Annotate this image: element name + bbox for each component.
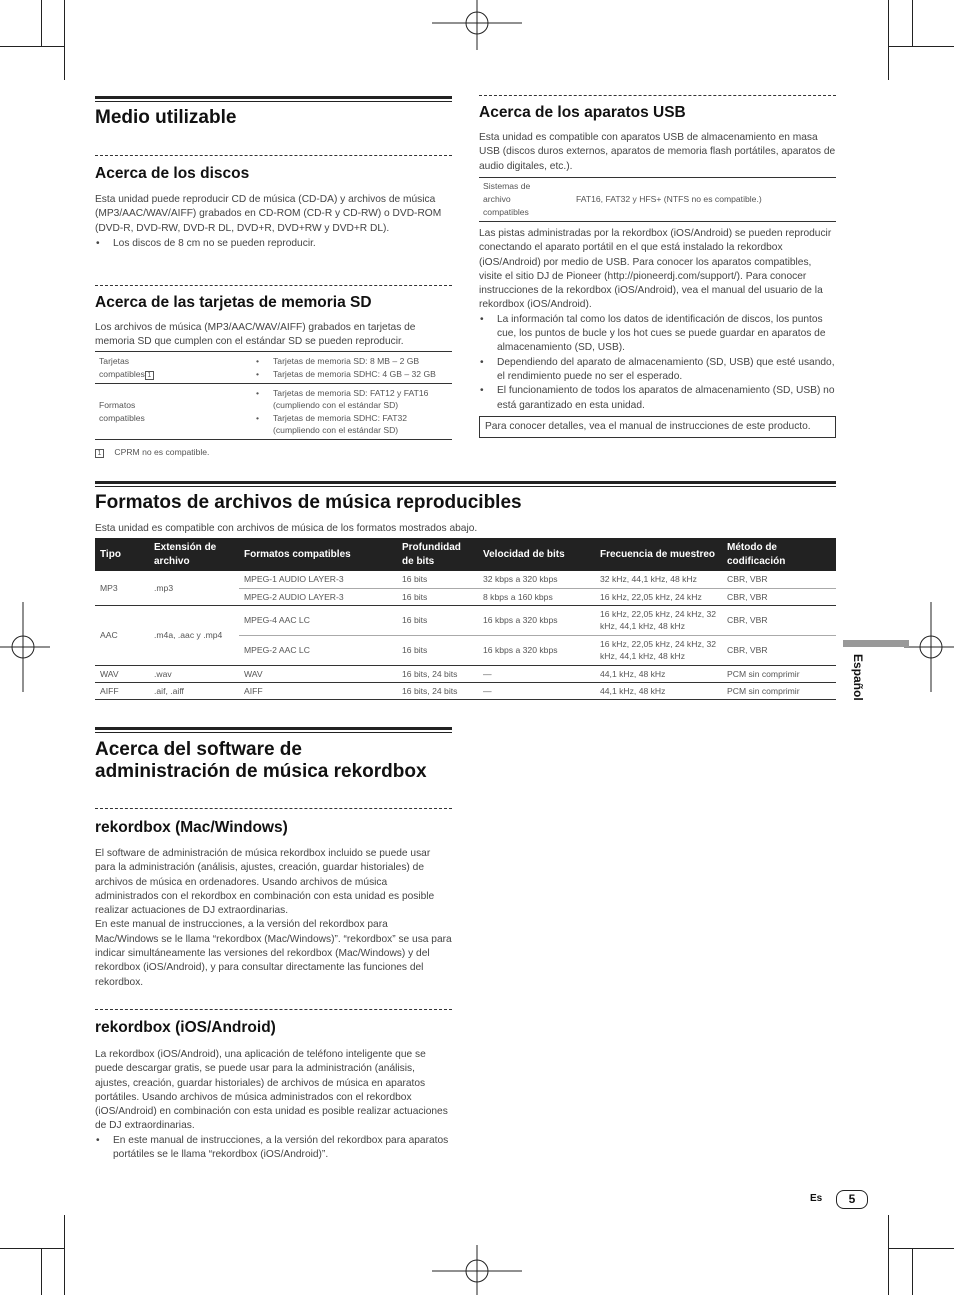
- usb-table-value: FAT16, FAT32 y HFS+ (NTFS no es compatible.): [576, 194, 762, 205]
- table-row: [95, 571, 836, 588]
- page-number: 5: [836, 1190, 868, 1209]
- sd-row1-label: Tarjetas compatibles: [99, 356, 145, 379]
- mac-text2: En este manual de instrucciones, a la versión del rekordbox para Mac/Windows se le llama “rekordbox (Mac/Windows)”. “rekordbox” se usa para indicar simultáneamente las versiones del rekordbox (Mac/Windows) y del rekordbox (iOS/Android), y para consultar directamente las funciones del rekordbox.: [95, 919, 452, 988]
- table-row: [95, 665, 836, 682]
- cell-met: CBR, VBR: [722, 605, 836, 635]
- cell-prof: 16 bits, 24 bits: [397, 665, 478, 682]
- section-rule: [95, 727, 452, 730]
- title-line: administración de música rekordbox: [95, 761, 427, 782]
- usb-text2: Las pistas administradas por la rekordbox (iOS/Android) se pueden reproducir conectando el aparato portátil en el que está instalado la rekordbox (iOS/Android) por medio de USB. Para conocer los aparatos compatibles, visite el sitio DJ de Pioneer (http://pioneerdj.com/support/). Para conocer instrucciones de la rekordbox (iOS/Android), vea el manual del usuario de la rekordbox (iOS/Android).: [479, 228, 832, 311]
- cell-frec: 16 kHz, 22,05 kHz, 24 kHz: [595, 588, 722, 605]
- cell-vel: —: [478, 682, 595, 699]
- subsection-title-ios: rekordbox (iOS/Android): [95, 1019, 276, 1036]
- usb-note-box: [479, 416, 836, 438]
- cell-prof: 16 bits: [397, 635, 478, 665]
- language-tab-bar: [843, 640, 909, 647]
- cell-ext: .wav: [149, 665, 239, 682]
- col-header: Frecuencia de muestreo: [595, 538, 722, 571]
- cell-prof: 16 bits, 24 bits: [397, 682, 478, 699]
- cell-formato: MPEG-4 AAC LC: [239, 605, 397, 635]
- cell-formato: MPEG-1 AUDIO LAYER-3: [244, 574, 344, 585]
- sd-row2-item: • Tarjetas de memoria SD: FAT12 y FAT16 (cumpliendo con el estándar SD): [273, 387, 452, 412]
- language-tab-label: Español: [851, 654, 865, 701]
- footnote-mark: 1: [145, 371, 154, 380]
- cell-frec: 44,1 kHz, 48 kHz: [595, 682, 722, 699]
- ios-bullet: • En este manual de instrucciones, a la versión del rekordbox para aparatos portátiles se le llama “rekordbox (iOS/Android)”.: [113, 1134, 452, 1163]
- cell-frec: 32 kHz, 44,1 kHz, 48 kHz: [600, 574, 697, 585]
- section-rule: [95, 101, 452, 102]
- formats-intro: Esta unidad es compatible con archivos de música de los formatos mostrados abajo.: [95, 523, 478, 534]
- cell-prof: 16 bits: [397, 605, 478, 635]
- cell-vel: —: [478, 665, 595, 682]
- cell-formato: AIFF: [239, 682, 397, 699]
- sd-footnote: CPRM no es compatible.: [114, 447, 210, 457]
- cell-tipo: MP3: [100, 582, 118, 593]
- table-row: [95, 605, 836, 635]
- subsection-rule: [95, 808, 452, 809]
- col-header: Extensión de archivo: [149, 538, 239, 571]
- cell-vel: 16 kbps a 320 kbps: [478, 605, 595, 635]
- usb-bullet: • Dependiendo del aparato de almacenamiento (SD, USB) que esté usando, el rendimiento puede no ser el esperado.: [497, 356, 836, 385]
- usb-text: Esta unidad es compatible con aparatos USB de almacenamiento en masa USB (discos duros externos, aparatos de memoria flash portátiles, aparatos de audio digitales, etc.).: [479, 132, 836, 172]
- section-rule: [95, 732, 452, 733]
- cell-vel: 32 kbps a 320 kbps: [483, 574, 558, 585]
- col-header: Formatos compatibles: [239, 538, 397, 571]
- col-header: Tipo: [95, 538, 149, 571]
- formats-table: [95, 538, 836, 700]
- cell-met: PCM sin comprimir: [722, 682, 836, 699]
- cell-tipo: AIFF: [95, 682, 149, 699]
- sd-row2-label: Formatos compatibles: [99, 400, 145, 423]
- section-title-formatos: Formatos de archivos de música reproducibles: [95, 492, 522, 513]
- subsection-title-sd: Acerca de las tarjetas de memoria SD: [95, 294, 372, 311]
- cell-prof: 16 bits: [397, 588, 478, 605]
- sd-row1-item: • Tarjetas de memoria SDHC: 4 GB – 32 GB: [273, 368, 452, 380]
- subsection-title-usb: Acerca de los aparatos USB: [479, 104, 686, 121]
- col-header: Método de codificación: [722, 538, 836, 571]
- footer-lang: Es: [810, 1193, 823, 1204]
- subsection-rule: [479, 95, 836, 96]
- section-rule: [95, 96, 452, 99]
- usb-bullet: • La información tal como los datos de identificación de discos, los puntos cue, los puntos de bucle y los hot cues se puede guardar en aparatos de almacenamiento (SD, USB).: [497, 313, 836, 356]
- cell-vel: 8 kbps a 160 kbps: [478, 588, 595, 605]
- usb-note: Para conocer detalles, vea el manual de instrucciones de este producto.: [485, 421, 811, 432]
- discos-bullet: • Los discos de 8 cm no se pueden reproducir.: [113, 237, 452, 251]
- cell-formato: MPEG-2 AAC LC: [239, 635, 397, 665]
- cell-met: CBR, VBR: [727, 574, 768, 585]
- cell-formato: MPEG-2 AUDIO LAYER-3: [239, 588, 397, 605]
- cell-frec: 16 kHz, 22,05 kHz, 24 kHz, 32 kHz, 44,1 kHz, 48 kHz: [595, 635, 722, 665]
- cell-met: CBR, VBR: [722, 588, 836, 605]
- subsection-title-discos: Acerca de los discos: [95, 165, 250, 182]
- ios-text: La rekordbox (iOS/Android), una aplicación de teléfono inteligente que se puede descargar gratis, se puede usar para la administración (análisis, ajustes, creación, guardar historiales) de archivos de música en aparatos portátiles. Usando archivos de música administrados con el rekordbox (iOS/Android) en combinación con esta unidad es posible realizar actuaciones de DJ extraordinarias.: [95, 1049, 448, 1132]
- sd-row2-item: • Tarjetas de memoria SDHC: FAT32 (cumpliendo con el estándar SD): [273, 412, 452, 437]
- table-row: [95, 682, 836, 699]
- cell-ext: .mp3: [154, 582, 174, 593]
- cell-formato: WAV: [239, 665, 397, 682]
- subsection-rule: [95, 285, 452, 286]
- usb-table-label: Sistemas de archivo compatibles: [483, 181, 531, 217]
- subsection-rule: [95, 155, 452, 156]
- cell-tipo: WAV: [95, 665, 149, 682]
- language-tab: [851, 654, 865, 714]
- sd-table: [95, 351, 452, 440]
- sd-text: Los archivos de música (MP3/AAC/WAV/AIFF) grabados en tarjetas de memoria SD que cumplen con el estándar SD se pueden reproducir.: [95, 322, 416, 348]
- subsection-rule: [95, 1009, 452, 1010]
- mac-text1: El software de administración de música rekordbox incluido se puede usar para la administración (análisis, ajustes, creación, guardar historiales) de archivos de música en ordenadores. Usando archivos de música administrados con el rekordbox en combinación con esta unidad es posible realizar actuaciones de DJ extraordinarias.: [95, 848, 435, 917]
- subsection-title-mac: rekordbox (Mac/Windows): [95, 819, 288, 836]
- footnote-mark: 1: [95, 449, 104, 458]
- cell-prof: 16 bits: [402, 574, 428, 585]
- cell-ext: .aif, .aiff: [149, 682, 239, 699]
- sd-row1-item: • Tarjetas de memoria SD: 8 MB – 2 GB: [273, 355, 452, 367]
- section-title-medio: Medio utilizable: [95, 107, 237, 128]
- discos-text: Esta unidad puede reproducir CD de música (CD-DA) y archivos de música (MP3/AAC/WAV/AIFF) grabados en CD-ROM (CD-R y CD-RW) o DVD-ROM (DVD-R, DVD-RW, DVD-R DL, DVD+R, DVD+RW y DVD+R DL).: [95, 194, 442, 234]
- cell-frec: 44,1 kHz, 48 kHz: [595, 665, 722, 682]
- cell-frec: 16 kHz, 22,05 kHz, 24 kHz, 32 kHz, 44,1 kHz, 48 kHz: [595, 605, 722, 635]
- title-line: Acerca del software de: [95, 739, 302, 760]
- col-header: Profundidad de bits: [397, 538, 478, 571]
- cell-met: CBR, VBR: [722, 635, 836, 665]
- section-rule: [95, 481, 836, 484]
- cell-vel: 16 kbps a 320 kbps: [478, 635, 595, 665]
- col-header: Velocidad de bits: [478, 538, 595, 571]
- section-rule: [95, 486, 836, 487]
- usb-table: [479, 177, 836, 222]
- cell-tipo: AAC: [95, 605, 149, 665]
- cell-met: PCM sin comprimir: [722, 665, 836, 682]
- cell-ext: .m4a, .aac y .mp4: [149, 605, 239, 665]
- section-title-rekordbox: [95, 739, 427, 783]
- usb-bullet: • El funcionamiento de todos los aparatos de almacenamiento (SD, USB) no está garantizado en esta unidad.: [497, 384, 836, 413]
